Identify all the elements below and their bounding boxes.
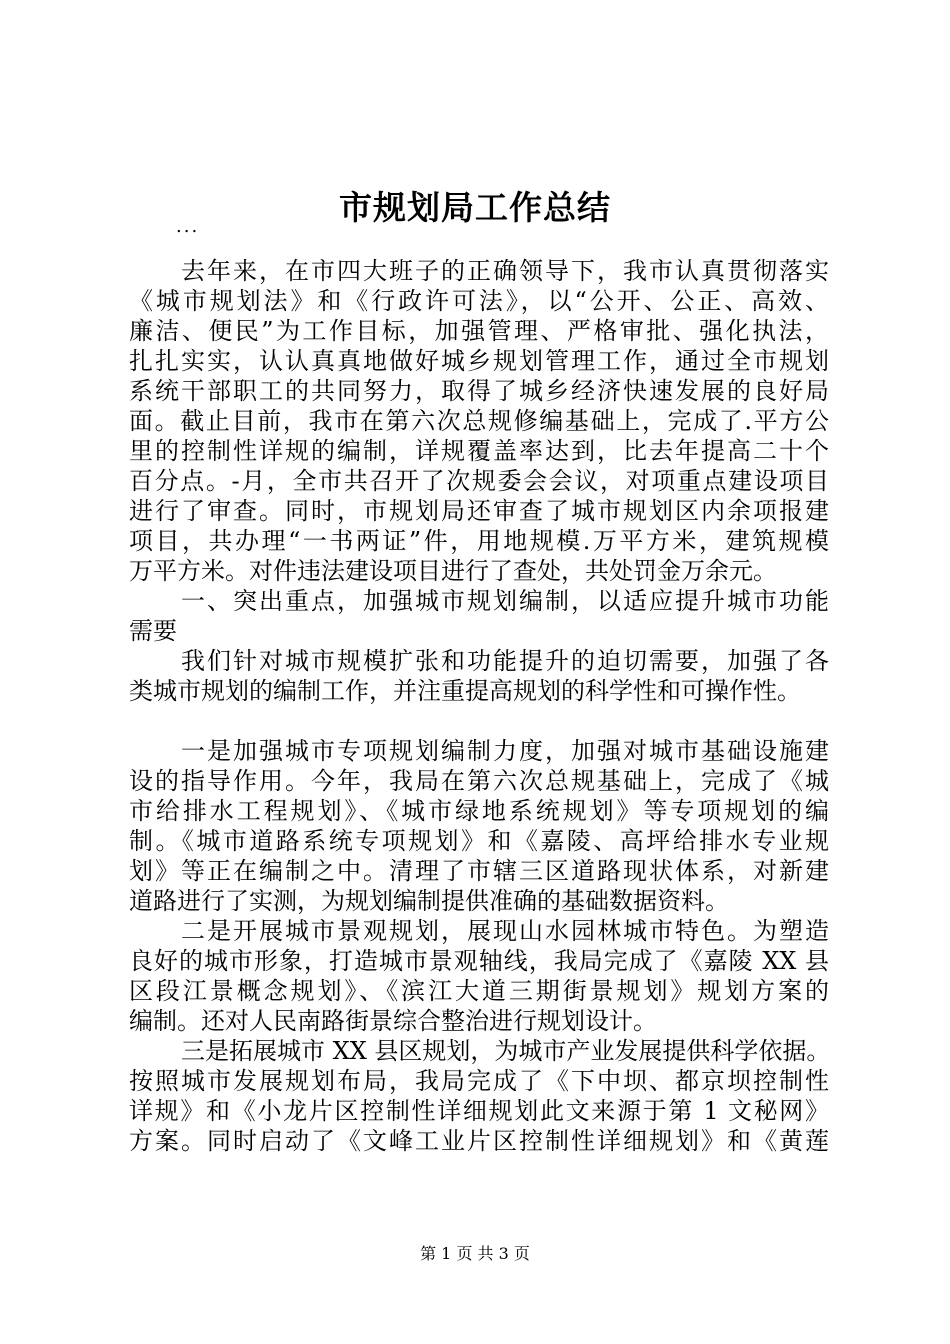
body-line: 面。截止目前，我市在第六次总规修编基础上，完成了.平方公	[129, 407, 829, 435]
body-line: 道路进行了实测，为规划编制提供准确的基础数据资料。	[129, 887, 729, 915]
body-line: 制。《城市道路系统专项规划》和《嘉陵、高坪给排水专业规	[129, 827, 829, 855]
body-line: 市给排水工程规划》、《城市绿地系统规划》等专项规划的编	[129, 797, 829, 825]
blank-line	[129, 706, 829, 736]
page-footer: 第 1 页 共 3 页	[420, 1244, 530, 1263]
document-title: 市规划局工作总结	[339, 188, 611, 227]
body-line: 详规》和《小龙片区控制性详细规划此文来源于第 1 文秘网》	[129, 1097, 829, 1125]
body-line: 编制。还对人民南路街景综合整治进行规划设计。	[129, 1007, 657, 1035]
body-line: 去年来，在市四大班子的正确领导下，我市认真贯彻落实	[181, 257, 829, 285]
body-line: 进行了审查。同时，市规划局还审查了城市规划区内余项报建	[129, 497, 829, 525]
document-body	[129, 256, 829, 1156]
body-line: 万平方米。对件违法建设项目进行了查处，共处罚金万余元。	[129, 557, 777, 585]
body-line: 需要	[129, 617, 177, 645]
body-line: 按照城市发展规划布局，我局完成了《下中坝、都京坝控制性	[129, 1067, 829, 1095]
body-line: 三是拓展城市 XX 县区规划，为城市产业发展提供科学依据。	[181, 1037, 831, 1065]
body-line: 廉洁、便民”为工作目标，加强管理、严格审批、强化执法，	[129, 317, 829, 345]
body-line: 设的指导作用。今年，我局在第六次总规基础上，完成了《城	[129, 767, 829, 795]
body-line: 一是加强城市专项规划编制力度，加强对城市基础设施建	[181, 737, 829, 765]
body-line: 里的控制性详规的编制，详规覆盖率达到，比去年提高二十个	[129, 437, 829, 465]
body-line: 《城市规划法》和《行政许可法》，以“公开、公正、高效、	[129, 287, 829, 315]
body-line: 划》等正在编制之中。清理了市辖三区道路现状体系，对新建	[129, 857, 829, 885]
body-line: 良好的城市形象，打造城市景观轴线，我局完成了《嘉陵 XX 县	[129, 947, 829, 975]
ellipsis-marker: ...	[176, 216, 200, 237]
body-line: 二是开展城市景观规划，展现山水园林城市特色。为塑造	[181, 917, 829, 945]
body-line: 扎扎实实，认认真真地做好城乡规划管理工作，通过全市规划	[129, 347, 829, 375]
body-line: 方案。同时启动了《文峰工业片区控制性详细规划》和《黄莲	[129, 1127, 829, 1155]
body-line: 类城市规划的编制工作，并注重提高规划的科学性和可操作性。	[129, 677, 801, 705]
body-line: 项目，共办理“一书两证”件，用地规模.万平方米，建筑规模	[129, 527, 829, 555]
body-line: 区段江景概念规划》、《滨江大道三期街景规划》规划方案的	[129, 977, 829, 1005]
body-line: 我们针对城市规模扩张和功能提升的迫切需要，加强了各	[181, 647, 829, 675]
body-line: 百分点。-月，全市共召开了次规委会会议，对项重点建设项目	[129, 467, 829, 495]
body-line: 一、突出重点，加强城市规划编制，以适应提升城市功能	[181, 587, 829, 615]
body-line: 系统干部职工的共同努力，取得了城乡经济快速发展的良好局	[129, 377, 829, 405]
